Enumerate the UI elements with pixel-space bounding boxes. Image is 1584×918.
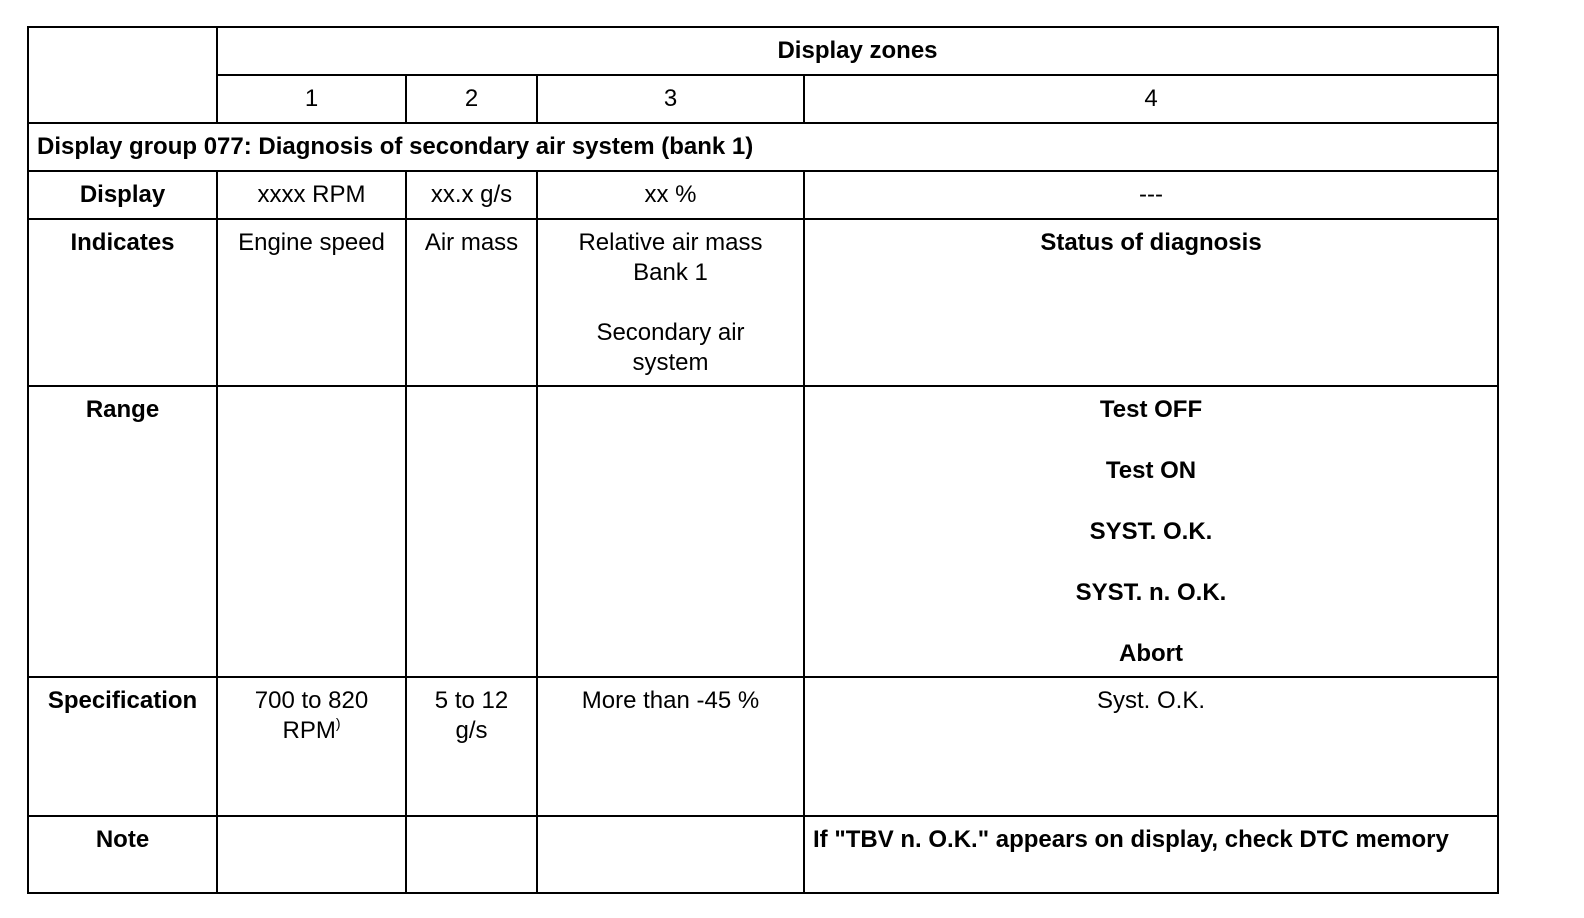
zone-1-header: 1 [217,75,406,123]
range-item-syst-ok: SYST. O.K. [1089,518,1213,545]
note-zone-2 [406,816,537,893]
specification-zone-2-line-1: 5 to 12 [434,687,509,714]
display-zone-4: --- [804,171,1498,219]
zone-4-header: 4 [804,75,1498,123]
footnote-mark: ) [335,715,341,731]
display-label: Display [28,171,217,219]
specification-row [28,677,1498,816]
range-zone-3 [537,386,804,677]
indicates-zone-4: Status of diagnosis [804,219,1498,386]
zone-3-header: 3 [537,75,804,123]
range-zone-2 [406,386,537,677]
range-label: Range [28,386,217,677]
indicates-zone-3 [537,219,804,386]
range-item-test-on: Test ON [1105,457,1197,484]
note-zone-3 [537,816,804,893]
specification-zone-1 [217,677,406,816]
corner-cell [28,27,217,123]
group-title-row [28,123,1498,171]
indicates-zone-1: Engine speed [217,219,406,386]
specification-zone-3: More than -45 % [537,677,804,816]
diagnosis-table [27,26,1499,894]
note-row [28,816,1498,893]
range-item-abort: Abort [1119,640,1183,667]
header-title-row [28,27,1498,75]
display-row [28,171,1498,219]
range-item-test-off: Test OFF [1099,396,1203,423]
specification-zone-1-line-2 [226,716,397,746]
display-zone-3: xx % [537,171,804,219]
note-zone-4: If "TBV n. O.K." appears on display, check DTC memory [804,816,1498,893]
indicates-zone-2: Air mass [406,219,537,386]
specification-zone-1-unit: RPM [282,717,336,744]
specification-zone-2-line-2: g/s [455,717,488,744]
indicates-row [28,219,1498,386]
indicates-label: Indicates [28,219,217,386]
display-zones-heading: Display zones [217,27,1498,75]
range-row [28,386,1498,677]
range-zone-1 [217,386,406,677]
indicates-zone-3-line-2: Bank 1 [633,259,708,286]
zone-2-header: 2 [406,75,537,123]
indicates-zone-3-line-1: Relative air mass [578,229,763,256]
zone-number-row [28,75,1498,123]
range-item-syst-n-ok: SYST. n. O.K. [1075,579,1227,606]
note-label: Note [28,816,217,893]
range-zone-4 [804,386,1498,677]
specification-label: Specification [28,677,217,816]
display-zone-1: xxxx RPM [217,171,406,219]
display-zone-2: xx.x g/s [406,171,537,219]
specification-zone-2 [406,677,537,816]
specification-zone-4: Syst. O.K. [804,677,1498,816]
group-title: Display group 077: Diagnosis of secondary air system (bank 1) [28,123,1498,171]
indicates-zone-3-line-3: Secondary air [596,319,745,346]
indicates-zone-3-line-4: system [632,349,709,376]
note-zone-1 [217,816,406,893]
specification-zone-1-line-1: 700 to 820 [254,687,369,714]
